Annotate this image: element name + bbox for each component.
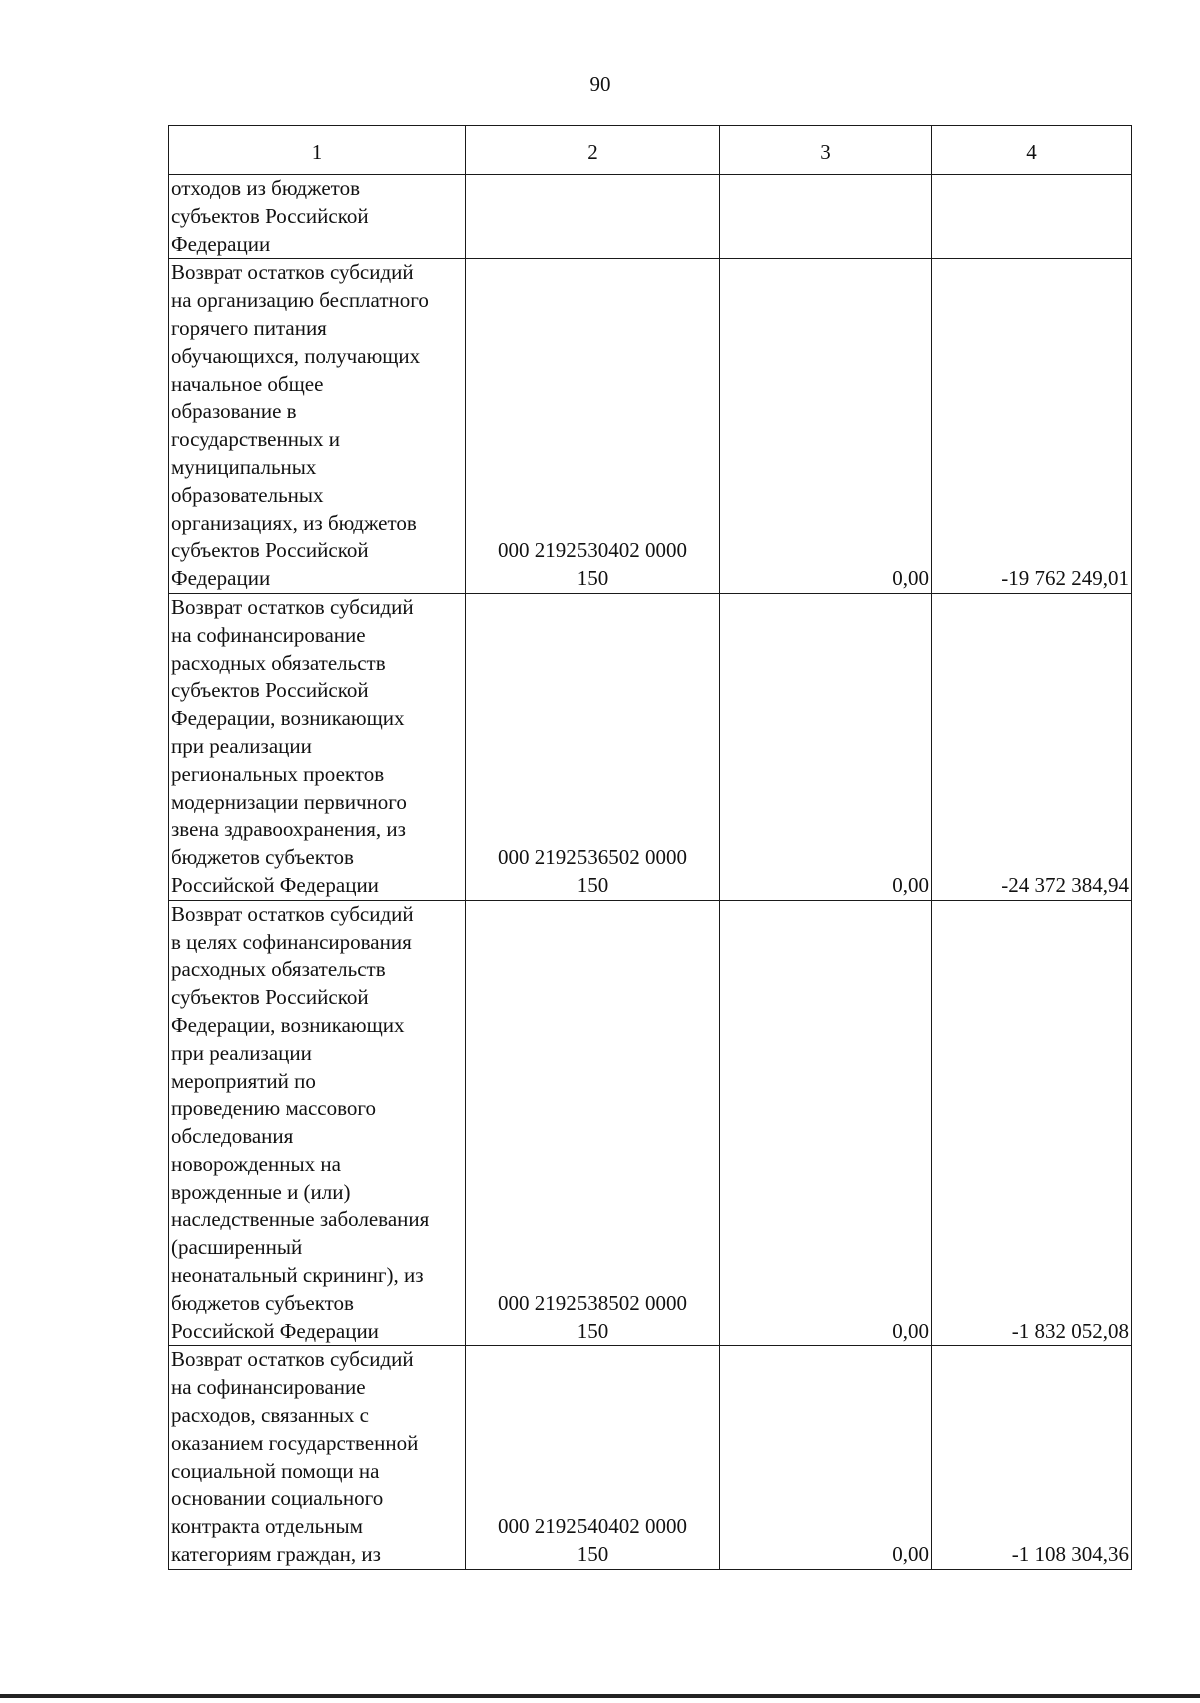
row-col4-cell: -1 832 052,08 — [932, 900, 1132, 1346]
row-code-cell: 000 2192530402 0000 150 — [466, 259, 720, 594]
table-row — [169, 900, 1132, 1346]
column-header-3: 3 — [720, 126, 932, 175]
column-header-4: 4 — [932, 126, 1132, 175]
budget-return-table — [168, 125, 1132, 1570]
row-col4-cell: -24 372 384,94 — [932, 593, 1132, 900]
table-row — [169, 593, 1132, 900]
page-bottom-edge — [0, 1694, 1200, 1698]
table-header-row — [169, 126, 1132, 175]
table-row — [169, 259, 1132, 594]
row-col4-cell — [932, 175, 1132, 259]
row-name-cell: Возврат остатков субсидий в целях софинансирования расходных обязательств субъектов Российской Федерации, возникающих при реализации мероприятий по проведению массового обследования новорожденных на врожденные и (или) наследственные заболевания (расширенный неонатальный скрининг), из бюджетов субъектов Российской Федерации — [169, 900, 466, 1346]
row-col3-cell: 0,00 — [720, 593, 932, 900]
row-name-cell: Возврат остатков субсидий на софинансирование расходов, связанных с оказанием государственной социальной помощи на основании социального контракта отдельным категориям граждан, из — [169, 1346, 466, 1569]
row-col4-cell: -1 108 304,36 — [932, 1346, 1132, 1569]
row-code-cell: 000 2192538502 0000 150 — [466, 900, 720, 1346]
page-number: 90 — [589, 72, 611, 96]
row-name-cell: Возврат остатков субсидий на организацию бесплатного горячего питания обучающихся, получающих начальное общее образование в государственных и муниципальных образовательных организациях, из бюджетов субъектов Российской Федерации — [169, 259, 466, 594]
row-col4-cell: -19 762 249,01 — [932, 259, 1132, 594]
row-col3-cell: 0,00 — [720, 259, 932, 594]
row-code-cell: 000 2192540402 0000 150 — [466, 1346, 720, 1569]
column-header-1: 1 — [169, 126, 466, 175]
row-col3-cell: 0,00 — [720, 1346, 932, 1569]
row-col3-cell: 0,00 — [720, 900, 932, 1346]
row-col3-cell — [720, 175, 932, 259]
table-row — [169, 1346, 1132, 1569]
row-code-cell — [466, 175, 720, 259]
row-code-cell: 000 2192536502 0000 150 — [466, 593, 720, 900]
column-header-2: 2 — [466, 126, 720, 175]
table-row — [169, 175, 1132, 259]
row-name-cell: Возврат остатков субсидий на софинансирование расходных обязательств субъектов Российской Федерации, возникающих при реализации региональных проектов модернизации первичного звена здравоохранения, из бюджетов субъектов Российской Федерации — [169, 593, 466, 900]
row-name-cell: отходов из бюджетов субъектов Российской Федерации — [169, 175, 466, 259]
